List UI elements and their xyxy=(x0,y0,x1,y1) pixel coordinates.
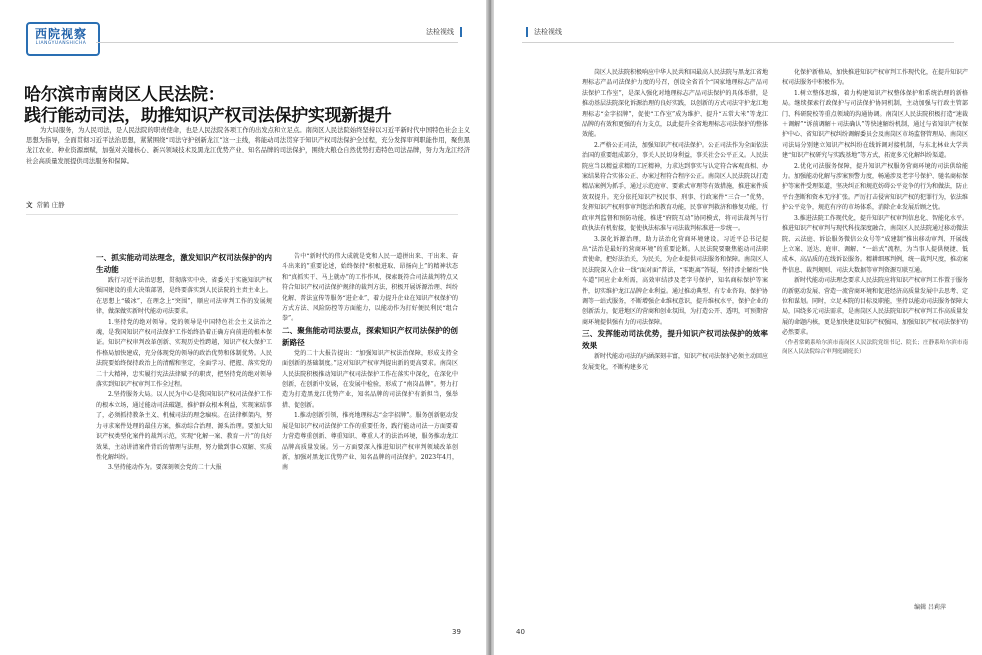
editor-credit: 编辑 吕莉萍 xyxy=(914,604,946,611)
logo-subtitle: LIANGYUANSHICHA xyxy=(35,41,87,46)
body-column-4 xyxy=(782,68,968,624)
body-column-3 xyxy=(582,68,768,624)
article-title-line2: 践行能动司法，助推知识产权司法保护实现新提升 xyxy=(24,106,392,126)
byline-label: 文 xyxy=(26,201,33,209)
section-tag: 法检视线 xyxy=(534,28,562,36)
magazine-logo xyxy=(26,22,100,56)
paragraph: 2.严格公正司法，加强知识产权司法保护。公正司法作为全面依法治国的重要组成部分，事关人民切身利益，事关社会公平正义。人民法院应当以精益求精的工匠精神，力求达到事实与认定符合客观真相、办案结果符合实体公正、办案过程符合程序公正。南岗区人民法院以打造精品案例为抓手，通过示范庭审、要素式审理等有效措施，推进案件质效双提升。充分依托知识产权民事、刑事、行政案件“三合一”优势，发挥知识产权刑事审判惩治和教育功能，民事审判救济和修复功能，行政审判监督和预防功能，推进“府院互动”协同模式，将司法裁判与行政执法有机衔接，促使执法标准与司法裁判标准进一步统一。 xyxy=(582,141,768,233)
paragraph: 1.推动创新引领，推亮地理标志“金字招牌”。服务创新驱动发展是知识产权司法保护工作的重要任务，践行能动司法一方面要着力营造尊重创新、尊重知识、尊重人才的法治环境，服务推动龙江品牌高质量发展。另一方面要深入推进知识产权审判领域改革创新，加强对黑龙江优势产业、知名品牌的司法保护。2023年4月，南 xyxy=(282,412,458,472)
paragraph: 3.深化诉源治理，助力法治化营商环境建设。习近平总书记提出“法治是最好的营商环境”的重要论断。人民法院要聚焦能动司法职责使命，把好法治关，为民关，为企业提供司法服务和保障。南岗区人民法院深入企业一线“面对面”普法，“零距离”答疑，坚持涉企解纷“快车道”同应企业所需，高效审结涉及老字号保护，知名商标保护等案件，切实维护龙江品牌企业利益。通过推动典型、有专业咨询、保护协调等一站式服务，不断增强企业维权意识，提升维权水平，保护企业的创新活力，促进地区的营商和创业氛围，为打造公开、透明，可预期营商环境提供强有力的司法保障。 xyxy=(582,235,768,326)
header-divider xyxy=(96,42,458,43)
article-lead: 为大局服务，为人民司法，是人民法院的职责使命，也是人民法院各项工作的出发点和立足点。南岗区人民法院始终坚持以习近平新时代中国特色社会主义思想为指导，全面贯彻习近平法治思想，紧紧围绕“司法守护创新龙江”这一主线，将能动司法贯穿于知识产权司法保护全过程，充分发挥审判职能作用，聚焦黑龙江农业、种业资源禀赋，加强对关键核心、新兴领域技术及黑龙江优势产业、知名品牌的司法保护，围绕大粮仓自然优势打造特色司法品牌，努力为龙江经济社会高质量发展提供司法服务和保障。 xyxy=(26,127,470,165)
paragraph: 新时代能动司法的内涵深刻丰富，知识产权司法保护必须主动回应发展变化，不断构建多元 xyxy=(582,353,768,371)
article-title-line1: 哈尔滨市南岗区人民法院： xyxy=(24,85,225,105)
page-number-right: 40 xyxy=(516,628,525,636)
paragraph: 3.坚持能动作为。要深刻领会党的二十大报 xyxy=(108,464,222,472)
paragraph: 2.坚持服务大局。以人民为中心是我国知识产权司法保护工作的根本立场，通过能动司法破题，推护群众根本利益，实现案结事了，必须抓持教条主义、机械司法的理念痼疾。在法律框架内，努力寻求案件处理的最佳方案，推动综合治理、源头治理。要加大知识产权类型化案件的裁判示范，实现“化解一案、教育一片”的良好效果，主动讲清案件背后的情理与法理，努力做到事心双解、实质性化解纠纷。 xyxy=(96,391,272,461)
paragraph: 1.坚持党的绝对领导。党的领导是中国特色社会主义法治之魂，是我国知识产权司法保护工作始终沿着正确方向前进的根本保证。知识产权审判改革创新、实现历史性跨越，知识产权大保护工作格局加快建成，充分体现党的领导的政治优势和体制优势。人民法院要始终保持政治上的清醒和坚定，全面学习、把握、落实党的二十大精神，忠实履行宪法法律赋予的职责，把坚持党的绝对领导落实到知识产权审判工作全过程。 xyxy=(96,318,272,389)
header-divider xyxy=(522,42,954,43)
section-heading-3: 三、发挥能动司法优势，提升知识产权司法保护的效率效果 xyxy=(582,329,768,351)
right-page xyxy=(494,0,982,655)
paragraph: 告中“新时代的伟大成就是党和人民一道拼出来、干出来、奋斗出来的”重要论述，始终保持“积极进取、昂扬向上”的精神状态和“真抓实干、马上就办”的工作作风，探索既符合司法裁判特点又符合知识产权司法保护规律的裁判方法，积极开展诉源治理、纠纷化解、普法宣传等服务“进企业”，着力提升企业在知识产权保护的方式方法、风险防控等方面能力，以能动作为打好便民利民“组合拳”。 xyxy=(282,253,458,323)
lead-divider xyxy=(26,214,458,215)
paragraph: 2.优化司法服务保障，提升知识产权服务营商环境的司法供给能力。加强能动化解与涉案预警力度，畅通涉及老字号保护、驰名商标保护等案件受理渠道，坚决纠正和规范妨碍公平竞争的行为和做法，防止平台垄断和资本无序扩张。严厉打击侵害知识产权的犯罪行为，依法维护公平竞争，规范有序的市场体系，消除企业发展后顾之忧。 xyxy=(782,162,968,212)
byline xyxy=(26,200,65,209)
byline-authors: 常鹤 庄静 xyxy=(36,201,65,209)
paragraph: 3.推进法院工作现代化，提升知识产权审判信息化、智能化水平。推进知识产权审判与现代科技深度融合，南岗区人民法院通过移动微法院、云法庭、诉讼服务微信公众号等“成建制”推出移动审判、开展线上立案、送达、庭审、调解、“一站式”流程，为当事人提供便捷、低成本、高品质的在线诉讼服务。精耕细琢判例，统一裁判尺度，推动案件信息、裁判规则、司法大数据等审判资源互联互通。 xyxy=(782,214,968,274)
paragraph: 新时代能动司法理念要求人民法院应将知识产权审判工作置于服务的新驱动发展、营造一流营商环境和促进经济高质量发展中去思考、定位和谋划。同时，立足本院的目标及职能，坚持以能动司法服务保障大局，国绕多元司法需求，是南岗区人民法院知识产权审判工作高质量发展的命题内核，更是加快建设知识产权强国、加强知识产权司法保护的必然要求。 xyxy=(782,277,968,337)
paragraph: 党的二十大报告提出：“加强知识产权法治保障，形成支持全面创新的基础制度。”这对知识产权审判提出新的更高要求。南岗区人民法院积极推动知识产权司法保护工作在落实中深化，在深化中创新，在创新中发展，在发展中检验，形成了“南岗品牌”。努力打造为打造黑龙江优势产业，知名品牌的司法保护有新担当，强举措、促创新。 xyxy=(282,349,458,409)
paragraph: 践行习近平法治思想，贯彻落实中央、省委关于实施知识产权强国建设的重大决策部署，是终要落实到人民法院的主责主业上。在思想上“破冰”，在理念上“突围”，顺应司法审判工作的发展规律，做深做实新时代能动司法要求。 xyxy=(96,277,272,316)
page-number-left: 39 xyxy=(452,628,461,636)
section-heading-1: 一、抓实能动司法理念，激发知识产权司法保护的内生动能 xyxy=(96,253,272,274)
paragraph: 化保护新格局，加快推进知识产权审判工作现代化，在提升知识产权司法服务中积极作为。 xyxy=(782,69,968,87)
section-heading-2: 二、聚焦能动司法要点，探索知识产权司法保护的创新路径 xyxy=(282,325,458,347)
paragraph: 1.树立整体思维，着力构建知识产权整体保护和系统治理的新格局。继续探索行政保护与司法保护协同机制，主动加强与行政主管部门、科研院校等重点领域的沟通协调。南岗区人民法院积极打造“速裁＋调解”“诉前调解＋司法确认”等快速解纷机制，通过与省知识产权保护中心、省知识产权纠纷调解委员会及南岗区市场监督管理局、南岗区司法局分别建立知识产权纠纷在线诉调对接机制，与东北林业大学共建“知识产权研究与实践基地”等方式，拓宽多元化解纠纷渠道。 xyxy=(782,89,968,160)
left-page xyxy=(0,0,488,655)
paragraph: 岗区人民法院积极响应中华人民共和国最高人民法院与黑龙江省地理标志产品司法保护力度的号召，创设全省首个“国家地理标志产品司法保护工作室”，是深入强化对地理标志产品司法保护的具体举措，是推动基层法院深化诉源治理的良好实践，以创新的方式司法守护龙江地理标志“金字招牌”，促使“工作室”成为维护、提升“五常大米”等龙江品牌的有效和更强的有力支点，以此提升全省地理标志司法保护的整体效能。 xyxy=(582,69,768,139)
logo-title: 西院视察 xyxy=(34,27,87,41)
body-column-1 xyxy=(96,252,272,622)
section-tag: 法检视线 xyxy=(426,28,454,36)
author-note: （作者常鹤系哈尔滨市南岗区人民法院党组书记、院长；庄静系哈尔滨市南岗区人民法院综合审判庭副庭长） xyxy=(782,339,968,356)
body-column-2 xyxy=(282,252,458,622)
